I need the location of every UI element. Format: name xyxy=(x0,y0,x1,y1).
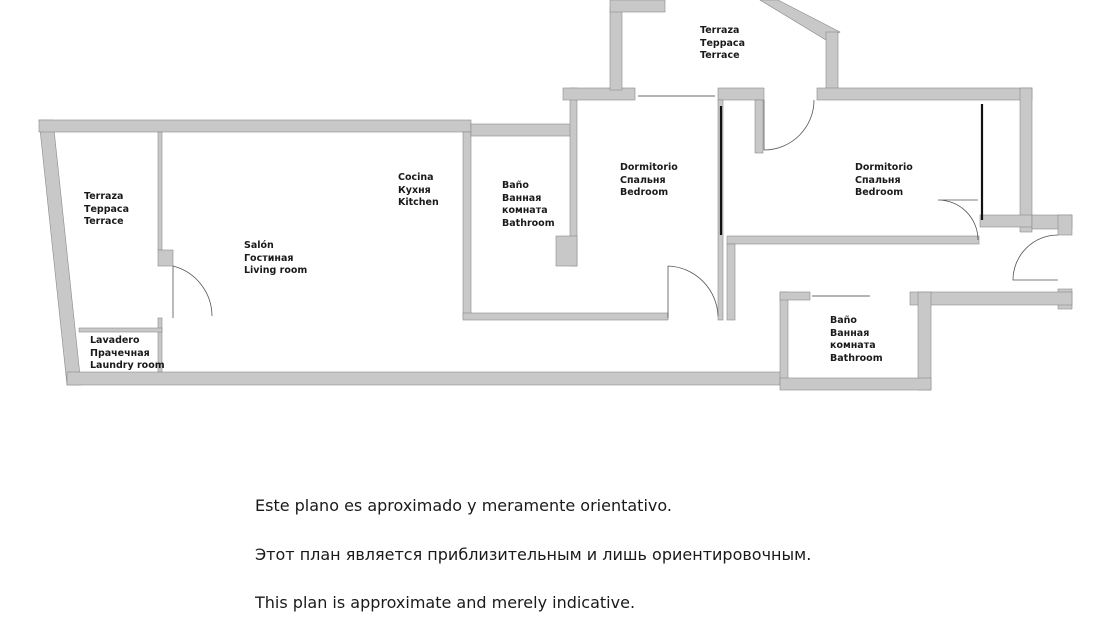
room-label-kitchen xyxy=(398,172,439,210)
label-ru: Гостиная xyxy=(244,252,294,264)
wall-terrace-top-right xyxy=(826,32,838,97)
label-en: Kitchen xyxy=(398,197,439,208)
wall-bath2-bottom xyxy=(780,378,931,390)
wall-terrace-top-cap xyxy=(610,0,665,12)
wall-bottom xyxy=(67,372,785,385)
room-label-bedroom-1 xyxy=(620,162,678,200)
room-label-terrace-top xyxy=(700,25,745,63)
label-ru2: комната xyxy=(830,340,876,351)
wall-closet-1b xyxy=(755,100,763,153)
label-es: Dormitorio xyxy=(855,162,913,173)
label-es: Cocina xyxy=(398,172,434,183)
wall-corridor-top xyxy=(727,236,979,244)
label-en: Laundry room xyxy=(90,360,165,371)
label-en: Terrace xyxy=(700,50,740,61)
wall-bed1-top xyxy=(563,88,635,100)
label-es: Baño xyxy=(502,180,529,191)
label-en: Living room xyxy=(244,265,308,276)
wall-terrace-top-left xyxy=(610,8,622,90)
label-es: Lavadero xyxy=(90,335,140,346)
wall-right-bottom xyxy=(910,292,1072,305)
wall-bed2-top xyxy=(817,88,1032,100)
label-ru: Ванная xyxy=(830,327,870,339)
door-entry xyxy=(1013,235,1058,280)
wall-bath2-left xyxy=(780,292,788,385)
wall-top-bath1 xyxy=(471,124,576,136)
label-en: Bathroom xyxy=(502,217,555,229)
label-es: Terraza xyxy=(700,25,740,36)
wall-right-notch xyxy=(980,215,1032,227)
disclaimer-es: Este plano es aproximado y meramente orientativo. xyxy=(255,496,672,515)
walls xyxy=(39,0,1072,390)
label-ru: Терраса xyxy=(84,203,129,215)
room-label-laundry xyxy=(90,335,165,373)
disclaimer-ru: Этот план является приблизительным и лишь ориентировочным. xyxy=(255,545,812,564)
wall-laundry-top xyxy=(79,328,162,332)
label-es: Dormitorio xyxy=(620,162,678,173)
label-es: Baño xyxy=(830,315,857,326)
door-terrace-living xyxy=(173,266,212,318)
windows xyxy=(638,96,982,296)
label-ru: Спальня xyxy=(620,174,666,186)
label-ru: Спальня xyxy=(855,174,901,186)
label-en: Bedroom xyxy=(620,187,669,198)
room-label-bathroom-1 xyxy=(502,180,555,230)
wall-bath1-bottom xyxy=(463,313,668,320)
wall-bath2-top xyxy=(780,292,810,300)
room-label-terrace-left xyxy=(84,191,129,229)
wall-right xyxy=(1020,88,1032,232)
label-en: Terrace xyxy=(84,216,124,227)
door-terrace-top xyxy=(764,100,814,150)
room-label-bedroom-2 xyxy=(855,162,913,200)
room-label-living xyxy=(244,240,307,278)
wall-bath-bed1-foot xyxy=(556,236,577,266)
label-ru: Кухня xyxy=(398,184,431,196)
wall-top-main xyxy=(39,120,471,132)
label-en: Bedroom xyxy=(855,187,904,198)
door-bed2 xyxy=(938,200,978,240)
label-es: Salón xyxy=(244,240,274,251)
wall-living-bath xyxy=(463,132,471,317)
label-ru: Прачечная xyxy=(90,347,150,359)
label-ru2: комната xyxy=(502,205,548,216)
wall-corridor-left xyxy=(727,244,735,320)
wall-bath2-right xyxy=(918,292,931,390)
wall-left-slanted xyxy=(39,120,81,385)
label-ru: Терраса xyxy=(700,37,745,49)
room-label-bathroom-2 xyxy=(830,315,883,365)
wall-right-ext-down xyxy=(1058,215,1072,235)
label-en: Bathroom xyxy=(830,352,883,364)
door-bath1 xyxy=(668,266,718,318)
wall-terrace-stub xyxy=(158,250,173,266)
label-ru: Ванная xyxy=(502,192,542,204)
doors xyxy=(173,100,1058,318)
wall-terrace-partition xyxy=(158,132,162,250)
label-es: Terraza xyxy=(84,191,124,202)
disclaimer-en: This plan is approximate and merely indicative. xyxy=(255,593,636,612)
wall-bed1-right xyxy=(718,88,764,100)
